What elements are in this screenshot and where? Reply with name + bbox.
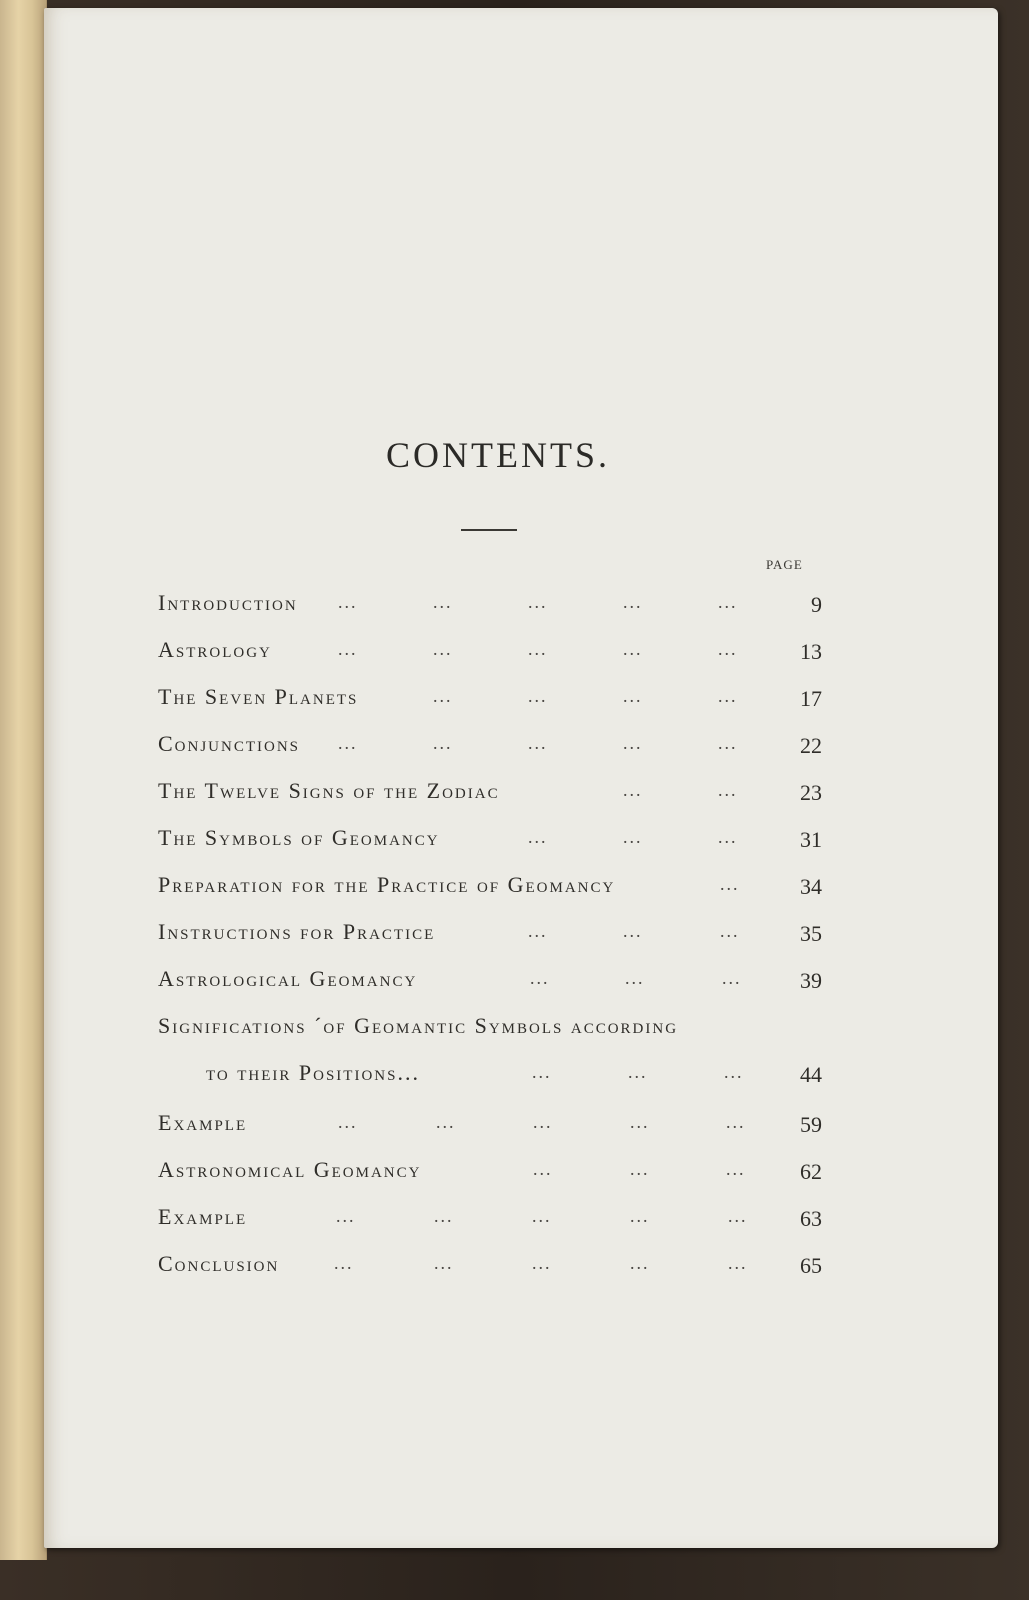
leader-dots: ... bbox=[630, 1112, 650, 1132]
leader-dots: ... bbox=[433, 639, 453, 659]
page-title: CONTENTS. bbox=[386, 435, 610, 475]
leader-dots: ... bbox=[528, 827, 548, 847]
toc-entry bbox=[158, 864, 830, 911]
toc-entry bbox=[158, 1149, 830, 1196]
toc-entry-page: 9 bbox=[811, 592, 822, 617]
leader-dots: ... bbox=[718, 639, 738, 659]
toc-entry bbox=[158, 582, 830, 629]
toc-entry-page: 59 bbox=[800, 1112, 822, 1137]
leader-dots: ... bbox=[533, 1159, 553, 1179]
toc-entry-label: The Symbols of Geomancy bbox=[158, 825, 440, 850]
title-rule bbox=[461, 529, 517, 531]
toc-entry-label: Astrological Geomancy bbox=[158, 966, 418, 991]
leader-dots: ... bbox=[528, 686, 548, 706]
leader-dots: ... bbox=[728, 1206, 748, 1226]
leader-dots: ... bbox=[718, 827, 738, 847]
leader-dots: ... bbox=[532, 1062, 552, 1082]
leader-dots: ... bbox=[718, 733, 738, 753]
toc-entry bbox=[158, 1005, 830, 1052]
leader-dots: ... bbox=[528, 639, 548, 659]
leader-dots: ... bbox=[436, 1112, 456, 1132]
leader-dots: ... bbox=[718, 780, 738, 800]
leader-dots: ... bbox=[434, 1206, 454, 1226]
leader-dots: ... bbox=[724, 1062, 744, 1082]
leader-dots: ... bbox=[532, 1253, 552, 1273]
leader-dots: ... bbox=[338, 1112, 358, 1132]
leader-dots: ... bbox=[625, 968, 645, 988]
leader-dots: ... bbox=[623, 686, 643, 706]
toc-entry bbox=[158, 629, 830, 676]
toc-entry-label: Conclusion bbox=[158, 1251, 280, 1276]
toc-entry bbox=[158, 723, 830, 770]
leader-dots: ... bbox=[434, 1253, 454, 1273]
toc-entry-page: 63 bbox=[800, 1206, 822, 1231]
toc-entry-page: 34 bbox=[800, 874, 822, 899]
leader-dots: ... bbox=[623, 921, 643, 941]
leader-dots: ... bbox=[532, 1206, 552, 1226]
toc-entry-page: 23 bbox=[800, 780, 822, 805]
toc-entry-label: Significations ´of Geomantic Symbols according bbox=[158, 1013, 679, 1038]
toc-entry bbox=[158, 770, 830, 817]
toc-entry bbox=[158, 1102, 830, 1149]
toc-entry bbox=[158, 1052, 830, 1102]
leader-dots: ... bbox=[338, 592, 358, 612]
page-column-header: PAGE bbox=[766, 557, 803, 572]
book-spine-edge bbox=[0, 0, 47, 1560]
toc-entry-label: Example bbox=[158, 1110, 248, 1135]
leader-dots: ... bbox=[623, 592, 643, 612]
toc-entry bbox=[158, 1243, 830, 1290]
toc-entry-label: to their Positions... bbox=[206, 1060, 420, 1085]
toc-entry-label: Example bbox=[158, 1204, 248, 1229]
toc-entry-label: The Twelve Signs of the Zodiac bbox=[158, 778, 500, 803]
toc-entry bbox=[158, 958, 830, 1005]
toc-entry-label: The Seven Planets bbox=[158, 684, 359, 709]
leader-dots: ... bbox=[718, 686, 738, 706]
leader-dots: ... bbox=[630, 1253, 650, 1273]
toc-entry bbox=[158, 676, 830, 723]
leader-dots: ... bbox=[623, 639, 643, 659]
leader-dots: ... bbox=[528, 921, 548, 941]
leader-dots: ... bbox=[334, 1253, 354, 1273]
leader-dots: ... bbox=[722, 968, 742, 988]
toc-entry-page: 62 bbox=[800, 1159, 822, 1184]
leader-dots: ... bbox=[728, 1253, 748, 1273]
toc-entry-page: 31 bbox=[800, 827, 822, 852]
leader-dots: ... bbox=[726, 1159, 746, 1179]
leader-dots: ... bbox=[718, 592, 738, 612]
leader-dots: ... bbox=[630, 1159, 650, 1179]
leader-dots: ... bbox=[338, 639, 358, 659]
toc-entry-label: Astronomical Geomancy bbox=[158, 1157, 422, 1182]
leader-dots: ... bbox=[433, 733, 453, 753]
leader-dots: ... bbox=[528, 592, 548, 612]
toc-entry-page: 17 bbox=[800, 686, 822, 711]
toc-entry-label: Instructions for Practice bbox=[158, 919, 436, 944]
toc-entry-page: 22 bbox=[800, 733, 822, 758]
toc-entry-label: Introduction bbox=[158, 590, 298, 615]
leader-dots: ... bbox=[433, 686, 453, 706]
leader-dots: ... bbox=[433, 592, 453, 612]
leader-dots: ... bbox=[533, 1112, 553, 1132]
leader-dots: ... bbox=[726, 1112, 746, 1132]
toc-entry-page: 44 bbox=[800, 1062, 822, 1087]
leader-dots: ... bbox=[338, 733, 358, 753]
leader-dots: ... bbox=[623, 827, 643, 847]
leader-dots: ... bbox=[336, 1206, 356, 1226]
toc-entry-label: Conjunctions bbox=[158, 731, 301, 756]
toc-entry-page: 13 bbox=[800, 639, 822, 664]
leader-dots: ... bbox=[528, 733, 548, 753]
toc-entry bbox=[158, 911, 830, 958]
toc-entry-page: 39 bbox=[800, 968, 822, 993]
toc-entry-label: Astrology bbox=[158, 637, 272, 662]
leader-dots: ... bbox=[630, 1206, 650, 1226]
leader-dots: ... bbox=[623, 780, 643, 800]
leader-dots: ... bbox=[720, 874, 740, 894]
toc-entry-label: Preparation for the Practice of Geomancy bbox=[158, 872, 616, 897]
leader-dots: ... bbox=[530, 968, 550, 988]
leader-dots: ... bbox=[623, 733, 643, 753]
leader-dots: ... bbox=[628, 1062, 648, 1082]
toc-entry bbox=[158, 1196, 830, 1243]
table-of-contents bbox=[158, 582, 830, 1290]
leader-dots: ... bbox=[720, 921, 740, 941]
toc-entry-page: 35 bbox=[800, 921, 822, 946]
toc-entry-page: 65 bbox=[800, 1253, 822, 1278]
toc-entry bbox=[158, 817, 830, 864]
